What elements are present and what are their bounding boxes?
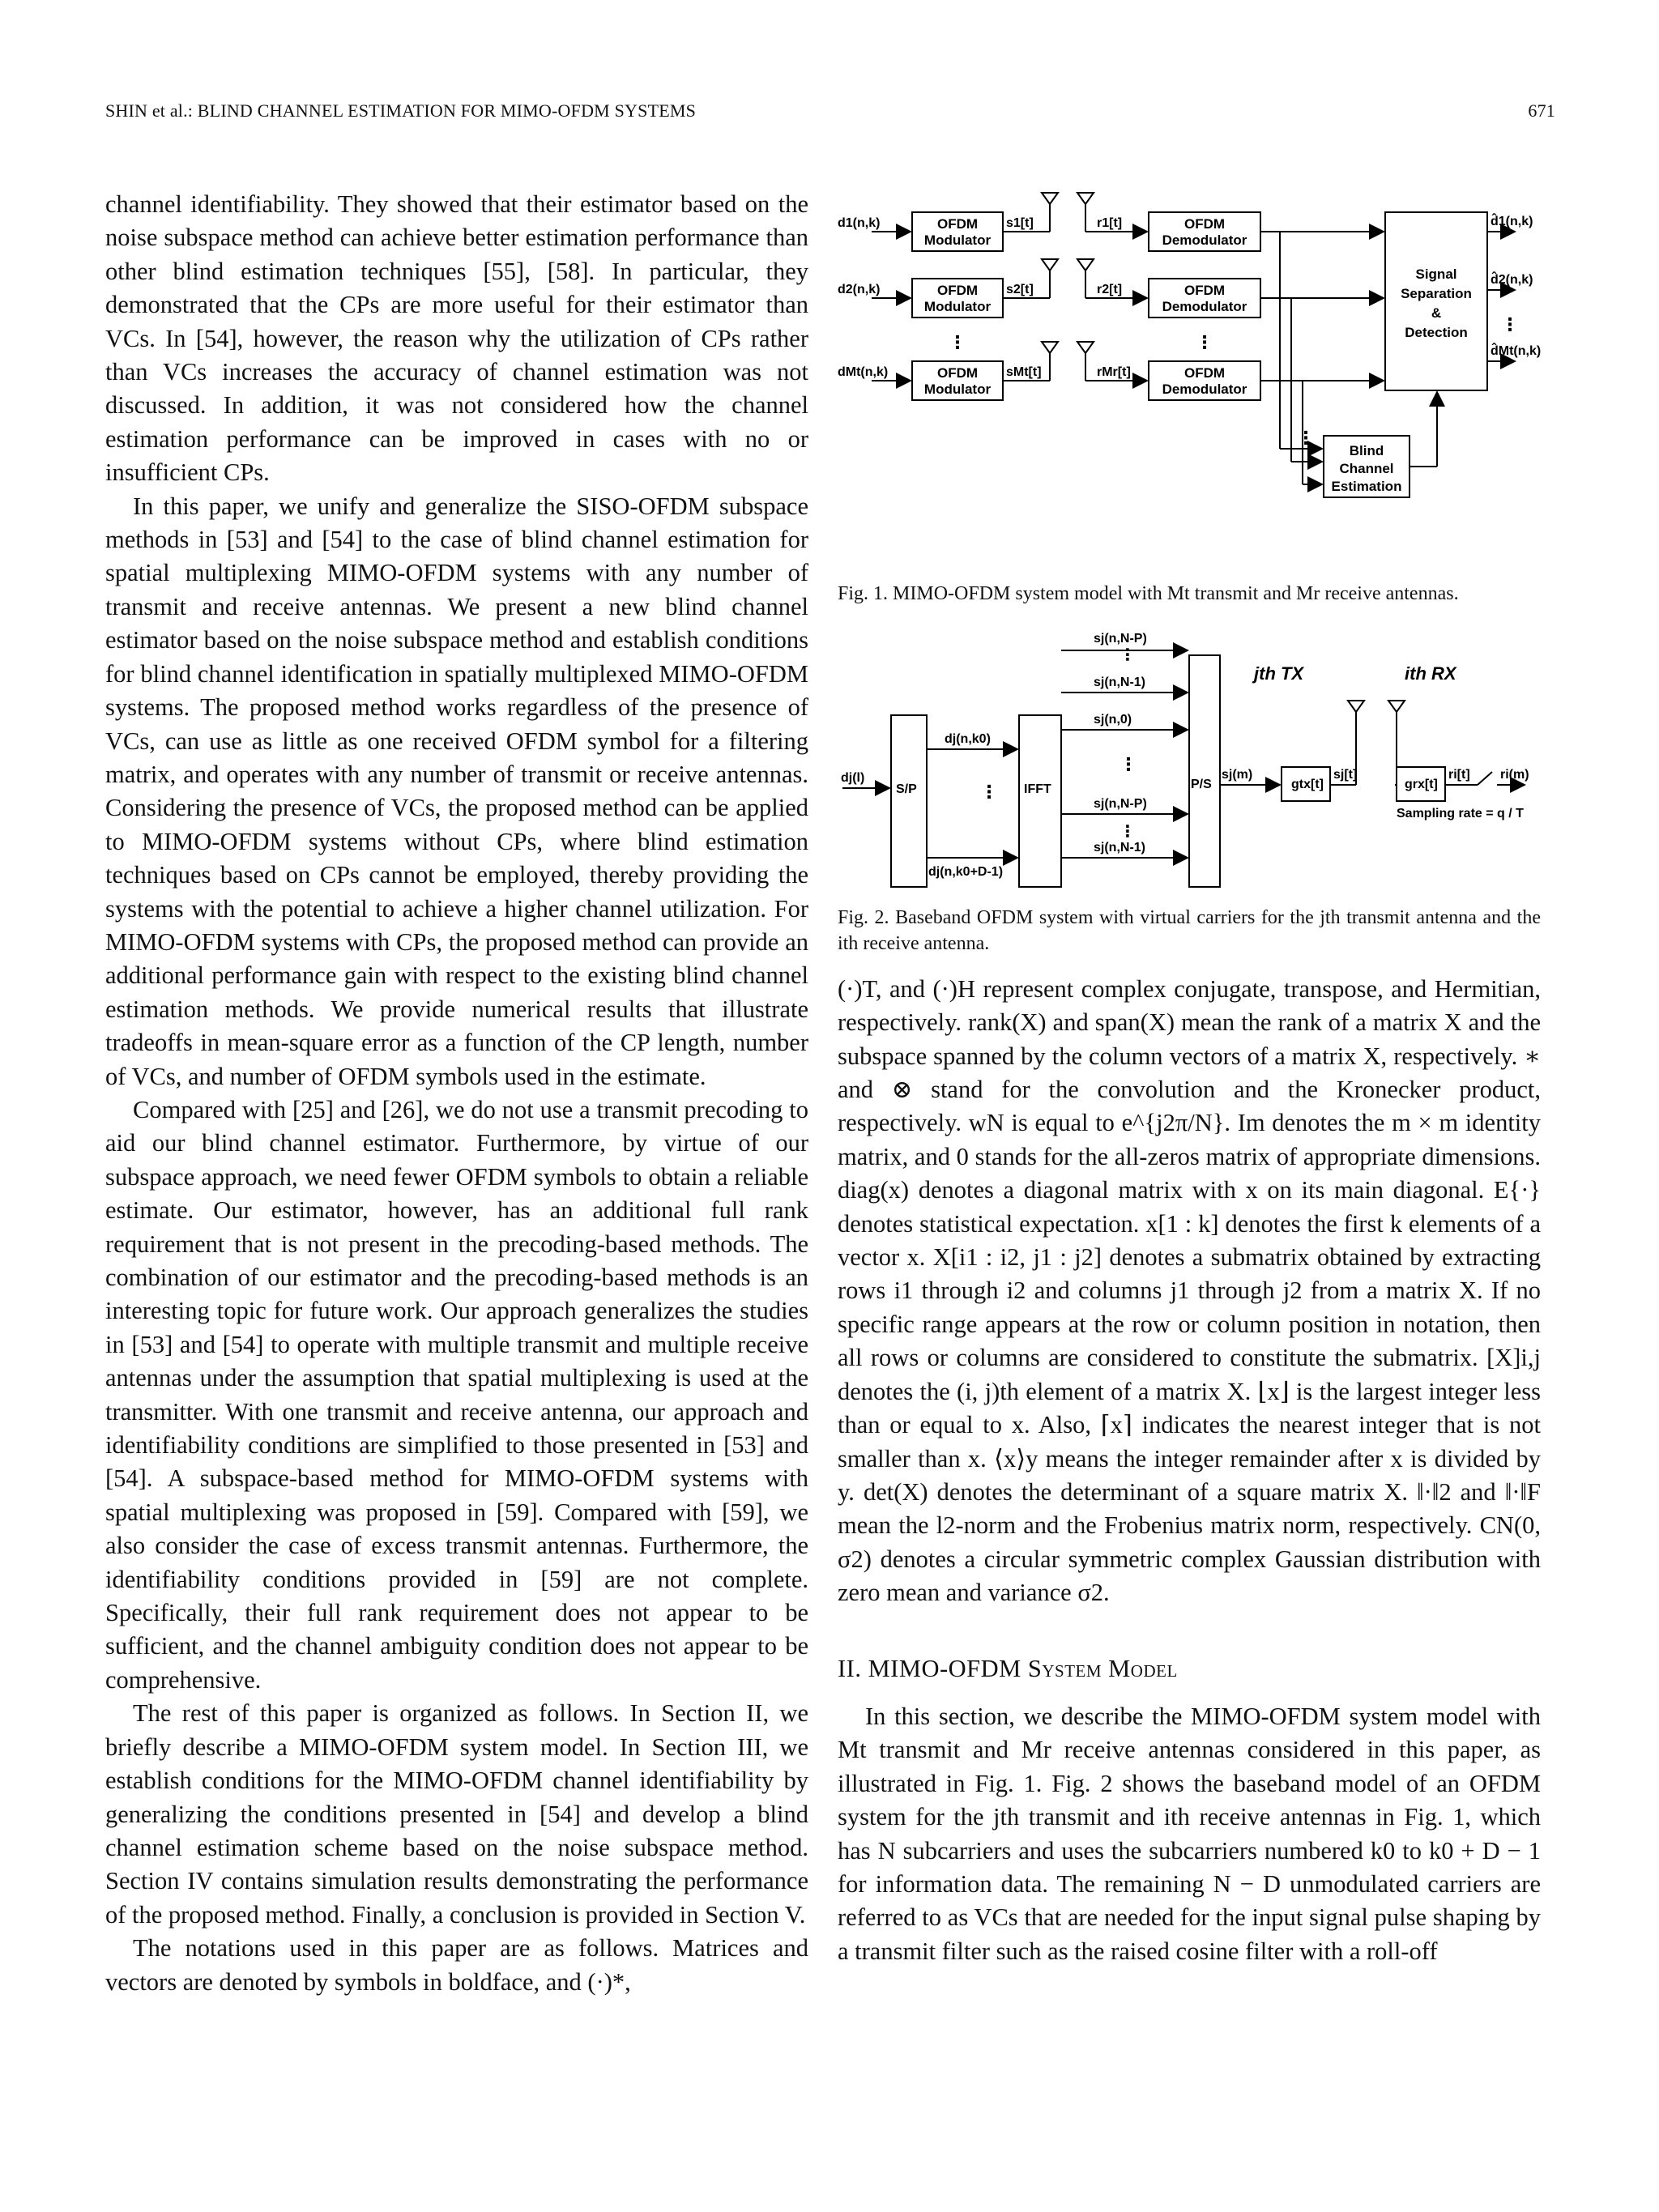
input-label: d1(n,k) <box>838 216 881 230</box>
estimation-label: Blind <box>1349 443 1384 458</box>
svg-text:s2[t]: s2[t] <box>1006 283 1034 296</box>
paragraph: Compared with [25] and [26], we do not use a transmit precoding to aid our blind channel estimator. Furthermore, by virtue of our subspace approach, we need fewer OFDM symbols to obtain a reliable estimate. Our estimator, however, has an additional full rank requirement that is not present in the precoding-based methods. The combination of our estimator and the precoding-based methods is an interesting topic for future work. Our approach generalizes the studies in [53] and [54] to operate with multiple transmit and multiple receive antennas under the assumption that spatial multiplexing is used at the transmitter. With one transmit and receive antenna, our approach and identifiability conditions are simplified to those presented in [53] and [54]. A subspace-based method for MIMO-OFDM systems with spatial multiplexing was proposed in [59]. Compared with [59], we also consider the case of excess transmit antennas. Furthermore, the identifiability conditions provided in [59] are not complete. Specifically, their full rank requirement does not appear to be sufficient, and the channel ambiguity condition does not appear to be comprehensive. <box>105 1095 808 1694</box>
svg-text:⋮: ⋮ <box>1120 754 1137 775</box>
svg-text:ri[t]: ri[t] <box>1448 768 1470 782</box>
right-column <box>838 188 1541 1968</box>
svg-text:OFDM: OFDM <box>1183 283 1226 298</box>
svg-text:OFDM: OFDM <box>936 365 979 381</box>
svg-text:Sampling rate = q / T: Sampling rate = q / T <box>1397 807 1524 821</box>
svg-text:⋮: ⋮ <box>1196 332 1213 352</box>
figure-2 <box>838 623 1541 956</box>
svg-text:Demodulator: Demodulator <box>1162 299 1247 314</box>
svg-text:sj(n,N-1): sj(n,N-1) <box>1094 676 1145 690</box>
svg-text:&: & <box>1431 305 1442 321</box>
svg-text:d2(n,k): d2(n,k) <box>838 283 881 296</box>
svg-text:Modulator: Modulator <box>923 232 992 248</box>
svg-text:⋮: ⋮ <box>949 332 966 352</box>
svg-text:Detection: Detection <box>1405 325 1468 340</box>
svg-text:ith RX: ith RX <box>1405 663 1456 684</box>
running-title: SHIN et al.: BLIND CHANNEL ESTIMATION FOR MIMO-OFDM SYSTEMS <box>105 100 697 121</box>
svg-text:jth TX: jth TX <box>1254 663 1304 684</box>
svg-text:IFFT: IFFT <box>1024 782 1051 797</box>
svg-text:d̂2(n,k): d̂2(n,k) <box>1491 273 1533 287</box>
svg-text:sMt[t]: sMt[t] <box>1006 365 1042 379</box>
svg-text:Modulator: Modulator <box>923 381 992 397</box>
svg-text:Demodulator: Demodulator <box>1162 381 1247 397</box>
svg-text:Separation: Separation <box>1401 286 1472 301</box>
svg-text:ri(m): ri(m) <box>1500 768 1529 782</box>
svg-text:⋮: ⋮ <box>1297 428 1315 448</box>
svg-text:Channel: Channel <box>1339 461 1394 476</box>
svg-text:sj(n,N-1): sj(n,N-1) <box>1094 841 1145 855</box>
svg-text:gtx[t]: gtx[t] <box>1291 778 1324 792</box>
svg-text:Modulator: Modulator <box>923 299 992 314</box>
left-column <box>105 188 808 1999</box>
svg-text:Estimation: Estimation <box>1331 479 1402 494</box>
svg-text:r2[t]: r2[t] <box>1097 283 1123 296</box>
tx-signal-label: s1[t] <box>1006 216 1034 230</box>
svg-text:⋮: ⋮ <box>1120 823 1136 842</box>
figure-2-caption: Fig. 2. Baseband OFDM system with virtual carriers for the jth transmit antenna and the ith receive antenna. <box>838 906 1541 954</box>
modulator-label: OFDM <box>936 216 979 232</box>
paragraph: channel identifiability. They showed that their estimator based on the noise subspace method can achieve better estimation performance than other blind estimation techniques [55], [58]. In particular, they demonstrated that the CPs are more useful for their estimator than VCs. In [54], however, the reason why the utilization of CPs rather than VCs increases the accuracy of channel estimation was not discussed. In addition, it was not considered how the channel estimation performance can be improved in cases with no or insufficient CPs. <box>105 190 808 487</box>
section-title: II. MIMO-OFDM System Model <box>838 1654 1178 1682</box>
svg-text:S/P: S/P <box>896 782 917 797</box>
svg-text:dj(n,k0): dj(n,k0) <box>945 732 991 747</box>
svg-text:⋮: ⋮ <box>1501 314 1519 335</box>
paragraph: In this paper, we unify and generalize the SISO-OFDM subspace methods in [53] and [54] to the case of blind channel estimation for spatial multiplexing MIMO-OFDM systems with any number of transmit and receive antennas. We present a new blind channel estimator based on the noise subspace method and establish conditions for blind channel identification in spatially multiplexed MIMO-OFDM systems. The proposed method works regardless of the presence of VCs, can use as little as one received OFDM symbol for a filtering matrix, and operates with any number of transmit or receive antennas. Considering the presence of VCs, the proposed method can be applied to MIMO-OFDM systems without CPs, where blind estimation techniques based on CPs cannot be employed, thereby providing the systems with the potential to achieve a higher channel utilization. For MIMO-OFDM systems with CPs, the proposed method can provide an additional performance gain with respect to the existing blind channel estimation methods. We provide numerical results that illustrate tradeoffs in mean-square error as a function of the CP length, number of VCs, and number of OFDM symbols used in the estimate. <box>105 492 808 1090</box>
svg-text:Demodulator: Demodulator <box>1162 232 1247 248</box>
svg-text:sj(n,N-P): sj(n,N-P) <box>1094 797 1147 812</box>
figure-1-diagram <box>838 188 1541 569</box>
separation-label: Signal <box>1415 266 1457 282</box>
svg-text:OFDM: OFDM <box>936 283 979 298</box>
figure-1-caption: Fig. 1. MIMO-OFDM system model with Mt transmit and Mr receive antennas. <box>838 583 1459 605</box>
svg-text:dj(l): dj(l) <box>841 771 865 786</box>
running-header <box>105 100 1555 128</box>
svg-text:sj[t]: sj[t] <box>1333 768 1358 782</box>
page-number: 671 <box>1528 100 1555 121</box>
svg-text:d̂Mt(n,k): d̂Mt(n,k) <box>1491 344 1541 358</box>
svg-text:sj(n,N-P): sj(n,N-P) <box>1094 632 1147 646</box>
paragraph: The notations used in this paper are as follows. Matrices and vectors are denoted by symbols in boldface, and (·)*, <box>105 1934 808 1996</box>
rx-signal-label: r1[t] <box>1097 216 1123 230</box>
svg-text:grx[t]: grx[t] <box>1405 778 1438 792</box>
svg-text:sj(n,0): sj(n,0) <box>1094 713 1132 727</box>
paragraph: The rest of this paper is organized as follows. In Section II, we briefly describe a MIMO-OFDM system model. In Section III, we establish conditions for the MIMO-OFDM channel identifiability by generalizing the conditions presented in [54] and develop a blind channel estimation scheme based on the noise subspace method. Section IV contains simulation results demonstrating the performance of the proposed method. Finally, a conclusion is provided in Section V. <box>105 1699 808 1929</box>
svg-text:OFDM: OFDM <box>1183 365 1226 381</box>
figure-1 <box>838 188 1541 607</box>
notation-paragraph: (·)T, and (·)H represent complex conjugate, transpose, and Hermitian, respectively. rank(X) and span(X) mean the rank of a matrix X and the subspace spanned by the column vectors of a matrix X, respectively. ∗ and ⊗ stand for the convolution and the Kronecker product, respectively. wN is equal to e^{j2π/N}. Im denotes the m × m identity matrix, and 0 stands for the all-zeros matrix of appropriate dimensions. diag(x) denotes a diagonal matrix with x on its main diagonal. E{·} denotes statistical expectation. x[1 : k] denotes the first k elements of a vector x. X[i1 : i2, j1 : j2] denotes a submatrix obtained by extracting rows i1 through i2 and columns j1 through j2 from a matrix X. If no specific range appears at the row or column position in notation, then all rows or columns are considered to constitute the submatrix. [X]i,j denotes the (i, j)th element of a matrix X. ⌊x⌋ is the largest integer less than or equal to x. Also, ⌈x⌉ indicates the nearest integer that is not smaller than x. ⟨x⟩y means the integer remainder after x is divided by y. det(X) denotes the determinant of a square matrix X. ‖·‖2 and ‖·‖F mean the l2-norm and the Frobenius matrix norm, respectively. CN(0, σ2) denotes a circular symmetric complex Gaussian distribution with zero mean and variance σ2. <box>838 974 1541 1607</box>
svg-text:sj(m): sj(m) <box>1222 768 1253 782</box>
figure-2-diagram <box>838 623 1541 890</box>
demodulator-label: OFDM <box>1183 216 1226 232</box>
svg-text:rMr[t]: rMr[t] <box>1097 365 1131 379</box>
paragraph: In this section, we describe the MIMO-OFDM system model with Mt transmit and Mr receive antennas considered in this paper, as illustrated in Fig. 1. Fig. 2 shows the baseband model of an OFDM system for the jth transmit and ith receive antennas in Fig. 1, which has N subcarriers and uses the subcarriers numbered k0 to k0 + D − 1 for information data. The remaining N − D unmodulated carriers are referred to as VCs that are needed for the input signal pulse shaping by a transmit filter such as the raised cosine filter with a roll-off <box>838 1702 1541 1965</box>
svg-text:⋮: ⋮ <box>980 782 998 803</box>
svg-text:dj(n,k0+D-1): dj(n,k0+D-1) <box>928 865 1004 880</box>
svg-text:P/S: P/S <box>1191 778 1212 792</box>
svg-text:⋮: ⋮ <box>1120 646 1136 665</box>
svg-text:dMt(n,k): dMt(n,k) <box>838 365 889 379</box>
output-label: d̂1(n,k) <box>1491 215 1533 228</box>
